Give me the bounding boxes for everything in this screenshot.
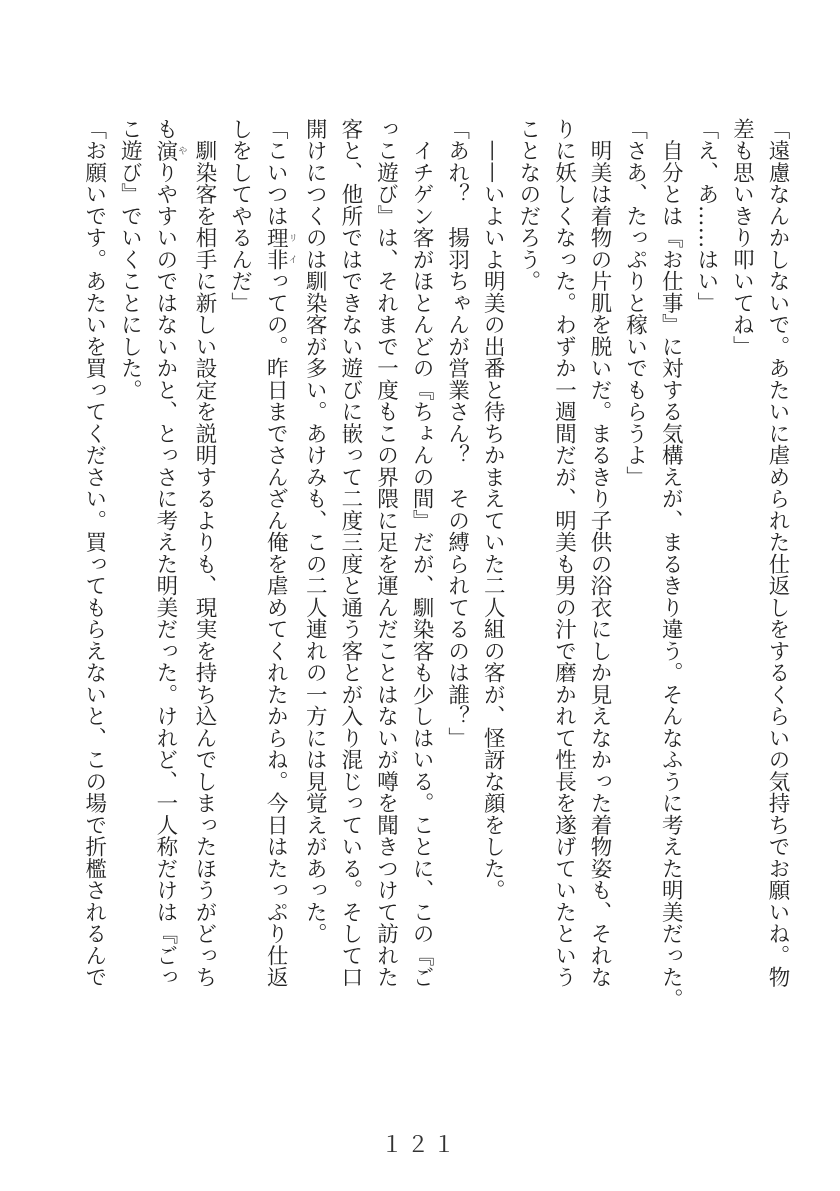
text-column-with-ruby [258,118,297,998]
text-column: 「え、あ……はい」 [693,118,719,314]
text-column: 客と、他所ではできない遊びに嵌って二度三度と通う客とが入り混じっている。そして口 [337,118,363,988]
ruby-reading: や [176,139,187,162]
text-column: しをしてやるんだ」 [227,118,253,314]
text-column: 「あれ？ 揚羽ちゃんが営業さん？ その縛られてるのは誰？」 [444,118,470,749]
text-column: 「さあ、たっぷりと稼いでもらうよ」 [622,118,648,488]
text-column: イチゲン客がほとんどの『ちょんの間』だが、馴染客も少しはいる。ことに、この『ご [409,118,435,988]
text-column: 「遠慮なんかしないで。あたいに虐められた仕返しをするくらいの気持ちでお願いね。物 [765,118,790,988]
ruby-base: 演 [152,139,178,162]
text-column-with-ruby [147,118,186,998]
text-column: りに妖しくなった。わずか一週間だが、明美も男の汁で磨かれて性長を遂げていたという [551,118,577,988]
ruby-word [152,139,187,162]
page-number: １２１ [380,1133,459,1158]
text-column: ことなのだろう。 [515,118,541,292]
text-column: 差も思いきり叩いてね」 [729,118,755,358]
text-column: 明美は着物の片肌を脱いだ。まるきり子供の浴衣にしか見えなかった着物姿も、それな [587,118,613,988]
text-segment: りやすいのではないかと、とっさに考えた明美だった。けれど、一人称だけは『ごっ [152,161,178,988]
ruby-word [263,226,297,271]
text-segment: っての。昨日までさんざん俺を虐めてくれたからね。今日はたっぷり仕返 [263,270,289,988]
text-column: こ遊び』でいくことにした。 [117,118,143,401]
text-column: ——いよいよ明美の出番と待ちかまえていた二人組の客が、怪訝な顔をした。 [480,118,506,901]
vertical-body-text [76,118,795,1010]
text-column: 自分とは『お仕事』に対する気構えが、まるきり違う。そんなふうに考えた明美だった。 [658,118,684,1010]
text-column: っこ遊び』は、それまで一度もこの界隈に足を運んだことはないが噂を聞きつけて訪れた [373,118,399,988]
text-column: 「お願いです。あたいを買ってください。買ってもらえないと、この場で折檻されるんで [81,118,107,988]
ruby-reading: リイ [286,226,297,271]
text-column: 馴染客を相手に新しい設定を説明するよりも、現実を持ち込んでしまったほうがどっち [192,118,217,988]
text-segment: 「こいつは [263,118,289,227]
text-column: 開けにつくのは馴染客が多い。あけみも、この二人連れの一方には見覚えがあった。 [302,118,328,945]
ruby-base: 理非 [263,226,289,271]
text-segment: も [152,118,178,140]
